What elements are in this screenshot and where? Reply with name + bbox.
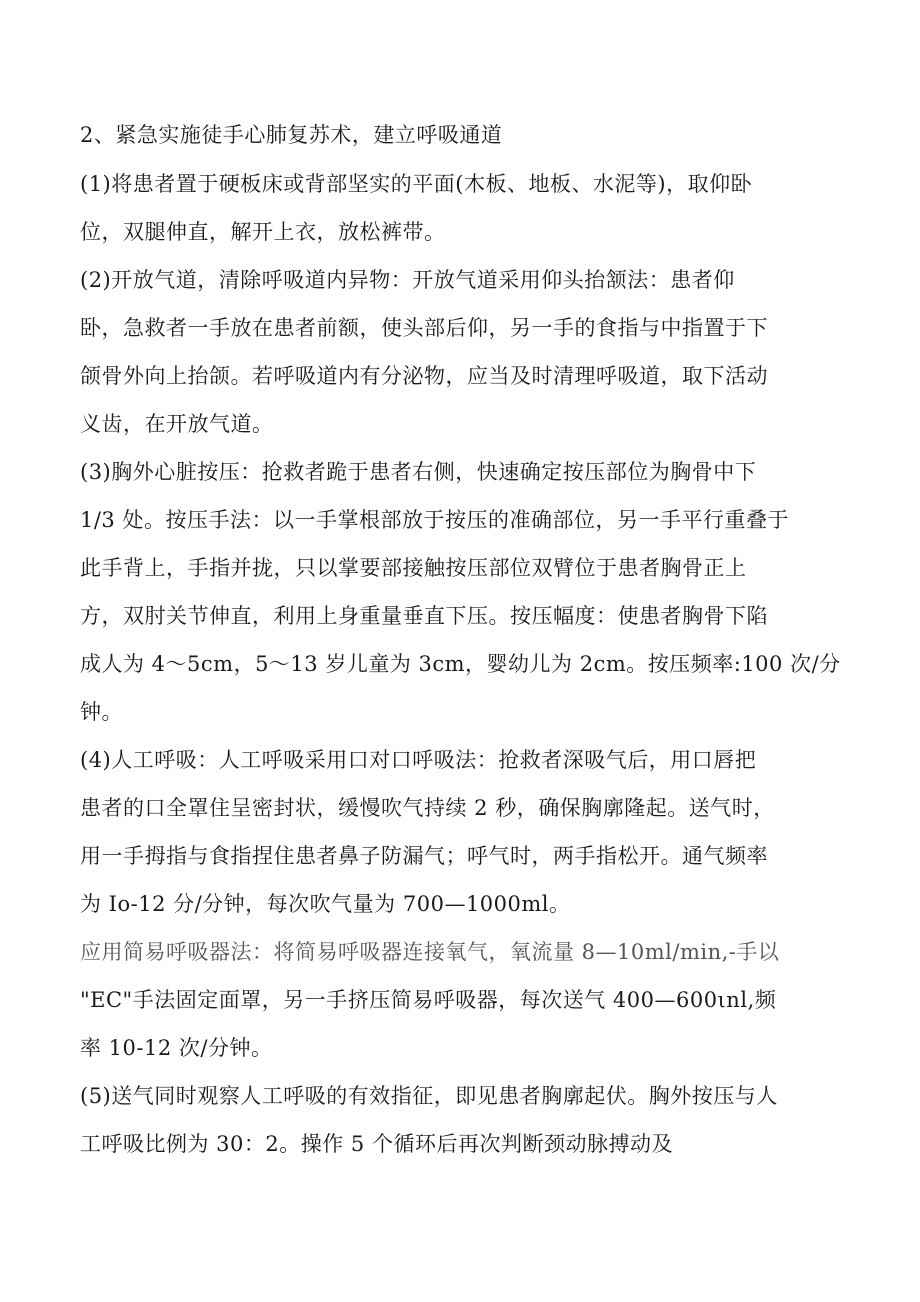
paragraph-line: 方，双肘关节伸直，利用上身重量垂直下压。按压幅度：使患者胸骨下陷 (80, 604, 768, 628)
paragraph-line: 1/3 处。按压手法：以一手掌根部放于按压的准确部位，另一手平行重叠于 (80, 508, 789, 532)
paragraph-line: 颌骨外向上抬颌。若呼吸道内有分泌物，应当及时清理呼吸道，取下活动 (80, 364, 768, 388)
section-heading: 2、紧急实施徒手心肺复苏术，建立呼吸通道 (80, 123, 503, 147)
paragraph-line: (4)人工呼吸：人工呼吸采用口对口呼吸法：抢救者深吸气后，用口唇把 (80, 748, 757, 772)
paragraph-line: 应用简易呼吸器法：将简易呼吸器连接氧气，氧流量 8—10ml/min,-手以 (80, 940, 780, 964)
paragraph-line: 钟。 (80, 700, 123, 724)
paragraph-line: (1)将患者置于硬板床或背部坚实的平面(木板、地板、水泥等)，取仰卧 (80, 172, 753, 196)
paragraph-line: "EC"手法固定面罩，另一手挤压简易呼吸器，每次送气 400—600ιnl,频 (80, 988, 777, 1012)
paragraph-line: 率 10-12 次/分钟。 (80, 1036, 273, 1060)
paragraph-line: (3)胸外心脏按压：抢救者跪于患者右侧，快速确定按压部位为胸骨中下 (80, 460, 757, 484)
paragraph-line: (2)开放气道，清除呼吸道内异物：开放气道采用仰头抬颔法：患者仰 (80, 268, 735, 292)
paragraph-line: 为 Io-12 分/分钟，每次吹气量为 700—1000ml。 (80, 892, 571, 916)
paragraph-line: 用一手拇指与食指捏住患者鼻子防漏气；呼气时，两手指松开。通气频率 (80, 844, 768, 868)
paragraph-line: 卧，急救者一手放在患者前额，使头部后仰，另一手的食指与中指置于下 (80, 316, 768, 340)
paragraph-line: 患者的口全罩住呈密封状，缓慢吹气持续 2 秒，确保胸廓隆起。送气时， (80, 796, 775, 820)
paragraph-line: 此手背上，手指并拢，只以掌要部接触按压部位双臂位于患者胸骨正上 (80, 556, 747, 580)
paragraph-line: (5)送气同时观察人工呼吸的有效指征，即见患者胸廓起伏。胸外按压与人 (80, 1084, 778, 1108)
paragraph-line: 成人为 4～5cm，5～13 岁儿童为 3cm，婴幼儿为 2cm。按压频率:100 次/分 (80, 652, 841, 676)
paragraph-line: 工呼吸比例为 30：2。操作 5 个循环后再次判断颈动脉搏动及 (80, 1132, 673, 1156)
paragraph-line: 义齿，在开放气道。 (80, 412, 274, 436)
paragraph-line: 位，双腿伸直，解开上衣，放松裤带。 (80, 220, 446, 244)
